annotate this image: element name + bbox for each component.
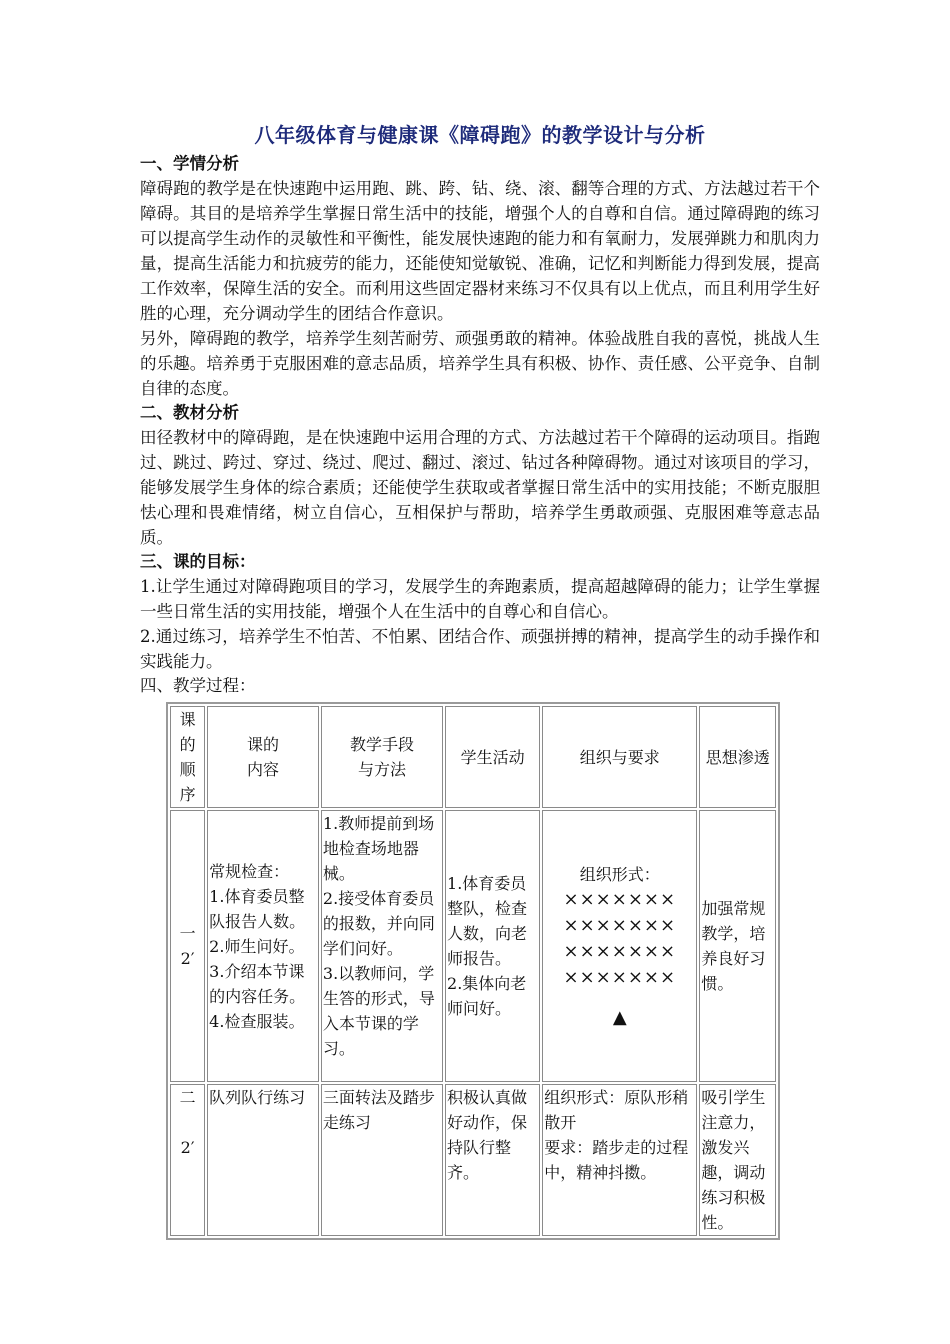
order-cell: 一 2′	[170, 810, 205, 1082]
header-content: 课的 内容	[207, 706, 319, 808]
method-cell: 1.教师提前到场地检查场地器械。 2.接受体育委员的报数，并向同学们问好。 3.以教师问，学生答的形式，导入本节课的学习。	[321, 810, 443, 1082]
method-cell: 三面转法及踏步走练习	[321, 1084, 443, 1236]
organization-cell	[542, 810, 697, 1082]
thought-cell: 吸引学生注意力，激发兴趣，调动练习积极性。	[699, 1084, 776, 1236]
lesson-process-table	[166, 702, 780, 1240]
section-heading-learner-analysis: 一、学情分析	[140, 154, 239, 173]
section-heading-objectives: 三、课的目标：	[140, 552, 256, 571]
table-header-row	[170, 706, 776, 808]
order-cell: 二 2′	[170, 1084, 205, 1236]
paragraph: 另外，障碍跑的教学，培养学生刻苦耐劳、顽强勇敢的精神。体验战胜自我的喜悦，挑战人生的乐趣。培养勇于克服困难的意志品质，培养学生具有积极、协作、责任感、公平竞争、自制自律的态度。	[140, 329, 820, 398]
section-heading-process: 四、教学过程：	[140, 676, 256, 695]
formation-row: ×××××××	[563, 967, 677, 988]
formation-label: 组织形式：	[579, 865, 660, 884]
document-title: 八年级体育与健康课《障碍跑》的教学设计与分析	[254, 123, 706, 147]
formation-row: ×××××××	[563, 941, 677, 962]
header-order: 课的 顺序	[170, 706, 205, 808]
paragraph: 田径教材中的障碍跑，是在快速跑中运用合理的方式、方法越过若干个障碍的运动项目。指跑过、跳过、跨过、穿过、绕过、爬过、翻过、滚过、钻过各种障碍物。通过对该项目的学习，能够发展学生身体的综合素质；还能使学生获取或者掌握日常生活中的实用技能；不断克服胆怯心理和畏难情绪，树立自信心，互相保护与帮助，培养学生勇敢顽强、克服困难等意志品质。	[140, 428, 820, 547]
header-student-activity: 学生活动	[445, 706, 540, 808]
activity-cell: 积极认真做好动作，保持队行整齐。	[445, 1084, 540, 1236]
paragraph: 1.让学生通过对障碍跑项目的学习，发展学生的奔跑素质，提高超越障碍的能力；让学生掌握一些日常生活的实用技能，增强个人在生活中的自尊心和自信心。	[140, 577, 820, 621]
formation-row: ×××××××	[563, 889, 677, 910]
organization-cell: 组织形式：原队形稍散开 要求：踏步走的过程中，精神抖擞。	[542, 1084, 697, 1236]
content-cell: 常规检查： 1.体育委员整队报告人数。 2.师生问好。 3.介绍本节课的内容任务。 4.检查服装。	[207, 810, 319, 1082]
formation-diagram	[544, 887, 695, 991]
teacher-position-icon: ▲	[612, 1007, 627, 1028]
content-cell: 队列队行练习	[207, 1084, 319, 1236]
table-row	[170, 1084, 776, 1236]
formation-row: ×××××××	[563, 915, 677, 936]
paragraph: 障碍跑的教学是在快速跑中运用跑、跳、跨、钻、绕、滚、翻等合理的方式、方法越过若干个障碍。其目的是培养学生掌握日常生活中的技能，增强个人的自尊和自信。通过障碍跑的练习可以提高学生动作的灵敏性和平衡性，能发展快速跑的能力和有氧耐力，发展弹跳力和肌肉力量，提高生活能力和抗疲劳的能力，还能使知觉敏锐、准确，记忆和判断能力得到发展，提高工作效率，保障生活的安全。而利用这些固定器材来练习不仅具有以上优点，而且利用学生好胜的心理，充分调动学生的团结合作意识。	[140, 179, 820, 323]
header-method: 教学手段 与方法	[321, 706, 443, 808]
activity-cell: 1.体育委员整队，检查人数，向老师报告。 2.集体向老师问好。	[445, 810, 540, 1082]
paragraph: 2.通过练习，培养学生不怕苦、不怕累、团结合作、顽强拼搏的精神，提高学生的动手操作和实践能力。	[140, 627, 820, 671]
document-page	[140, 118, 820, 1240]
section-heading-material-analysis: 二、教材分析	[140, 403, 239, 422]
header-organization: 组织与要求	[542, 706, 697, 808]
table-row	[170, 810, 776, 1082]
header-thought: 思想渗透	[699, 706, 776, 808]
thought-cell: 加强常规教学，培养良好习惯。	[699, 810, 776, 1082]
